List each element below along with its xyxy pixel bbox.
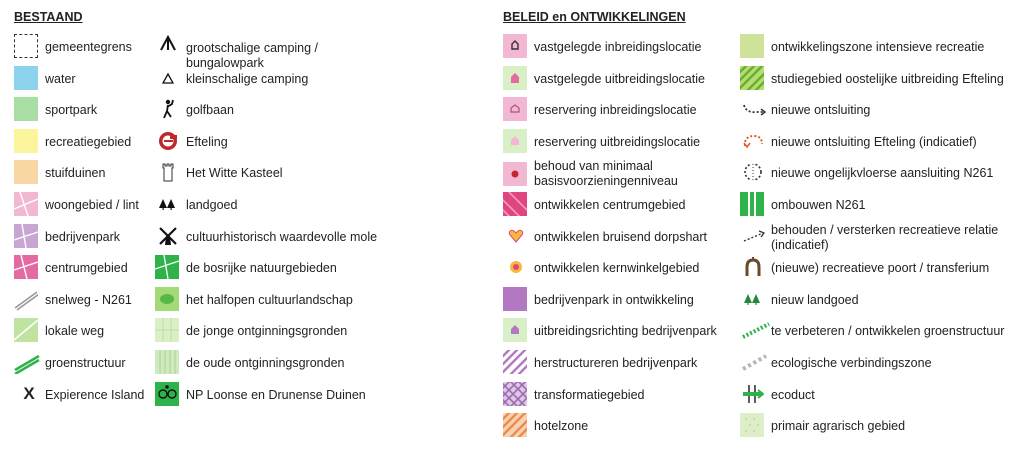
small-tent-icon	[157, 67, 179, 89]
beleid-heading: BELEID en ONTWIKKELINGEN	[503, 10, 686, 24]
dashed-square-icon	[14, 34, 38, 58]
bosrijke-swatch	[155, 255, 179, 279]
windmill-icon	[157, 225, 179, 247]
red-dotted-arrow-icon	[742, 130, 768, 152]
bestaand-heading: BESTAAND	[14, 10, 83, 24]
grey-dotted-line-icon	[742, 351, 768, 373]
uitbreidingsrichting-swatch	[503, 318, 527, 342]
golfer-icon	[157, 98, 179, 120]
highway-lines-icon	[14, 287, 38, 311]
herstructureren-swatch	[503, 350, 527, 374]
np-loonse-swatch	[155, 382, 179, 406]
woongebied-swatch	[14, 192, 38, 216]
ecoduct-icon	[742, 383, 764, 405]
ombouwen-swatch	[740, 192, 764, 216]
reservering-uitbreiding-swatch	[503, 129, 527, 153]
agrarisch-swatch	[740, 413, 764, 437]
vastgelegde-uitbreiding-swatch	[503, 66, 527, 90]
sportpark-swatch	[14, 97, 38, 121]
dotted-arrow-icon	[742, 98, 768, 120]
centrumgebied-swatch	[14, 255, 38, 279]
green-dotted-line-icon	[742, 319, 770, 341]
studiegebied-swatch	[740, 66, 764, 90]
x-mark-icon: X	[23, 383, 35, 403]
green-double-line-icon	[14, 350, 38, 374]
transformatie-swatch	[503, 382, 527, 406]
centrum-ontwikkelen-swatch	[503, 192, 527, 216]
large-tent-icon	[157, 32, 179, 54]
shop-dot-icon	[505, 256, 527, 278]
jonge-ontginning-swatch	[155, 318, 179, 342]
water-swatch	[14, 66, 38, 90]
bedrijvenpark-ontwikkeling-swatch	[503, 287, 527, 311]
intensieve-recreatie-swatch	[740, 34, 764, 58]
hotelzone-swatch	[503, 413, 527, 437]
trees-icon	[157, 193, 179, 215]
stuifduinen-swatch	[14, 160, 38, 184]
basisvoorzieningen-swatch	[503, 162, 527, 186]
dotted-ring-icon	[742, 161, 764, 183]
recreatiegebied-swatch	[14, 129, 38, 153]
gate-icon	[742, 256, 764, 278]
heart-icon	[505, 225, 527, 247]
lokale-weg-swatch	[14, 318, 38, 342]
reservering-inbreiding-swatch	[503, 97, 527, 121]
tower-icon	[157, 161, 179, 183]
halfopen-swatch	[155, 287, 179, 311]
dashed-arrow-icon	[742, 225, 768, 247]
oude-ontginning-swatch	[155, 350, 179, 374]
vastgelegde-inbreiding-swatch	[503, 34, 527, 58]
bedrijvenpark-swatch	[14, 224, 38, 248]
green-trees-icon	[742, 288, 764, 310]
efteling-logo-icon	[157, 130, 179, 152]
